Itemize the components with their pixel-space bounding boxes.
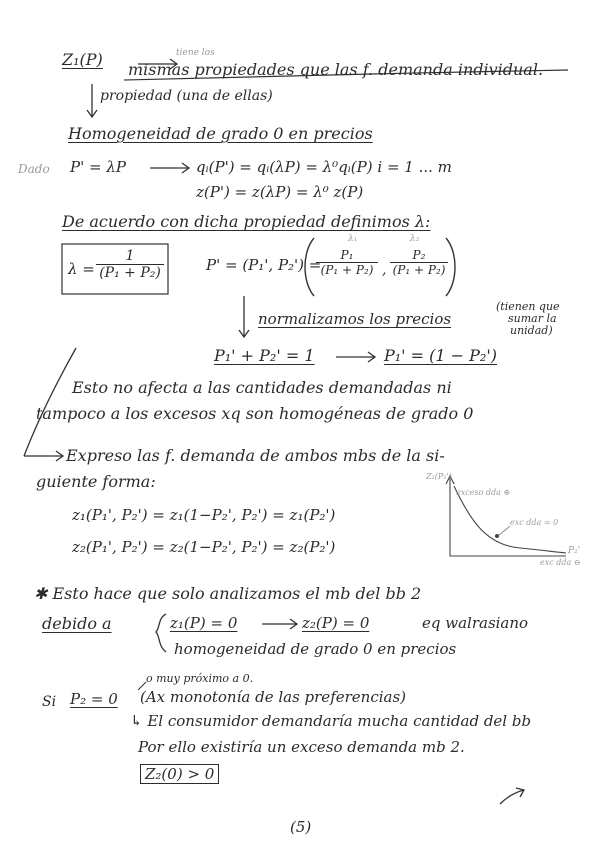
tiene-los-note: tiene los [176, 48, 215, 58]
p2-zero: P₂ = 0 [70, 690, 118, 708]
eq1-right: qᵢ(P') = qᵢ(λP) = λ⁰qᵢ(P) i = 1 ... m [196, 158, 452, 176]
consumidor-line: ↳ El consumidor demandaría mucha cantidad del bb [130, 712, 532, 730]
graph-x-label: P₂' [568, 546, 581, 556]
graph-y-label: Z₂(P₂') [426, 472, 452, 481]
expreso-line-2: guiente forma: [36, 472, 156, 491]
line-mismas-propiedades: mismas propiedades que las f. demanda individual. [128, 60, 544, 79]
faint-lambda2: λ₂ [410, 234, 420, 244]
lambda-fraction [96, 248, 164, 281]
graph-mid-label: exc dda = 0 [510, 518, 559, 527]
eq2: z(P') = z(λP) = λ⁰ z(P) [196, 183, 364, 201]
section-title: Homogeneidad de grado 0 en precios [68, 124, 373, 143]
p1-denominator: (P₁ + P₂) [320, 263, 374, 277]
esto-line-2: tampoco a los excesos xq son homogéneas de grado 0 [36, 404, 474, 423]
graph-top-label: exceso dda ⊕ [456, 488, 511, 497]
star-line: ✱ Esto hace que solo analizamos el mb del bb 2 [34, 584, 422, 603]
lambda-denominator: (P₁ + P₂) [99, 265, 161, 281]
lambda-numerator: 1 [96, 248, 164, 265]
debido-a: debido a [42, 614, 112, 633]
graph-bottom-label: exc dda ⊖ [540, 558, 581, 567]
sum-equation: P₁' + P₂' = 1 [214, 346, 315, 365]
brace-z2p: z₂(P) = 0 [302, 614, 370, 632]
tienen-note-3: unidad) [510, 324, 553, 337]
p1-fraction [316, 248, 378, 277]
eq1-left: P' = λP [70, 158, 126, 176]
dado-label: Dado [18, 162, 50, 176]
lambda-label: λ = [68, 260, 95, 278]
z2-result-box: Z₂(0) > 0 [140, 764, 219, 784]
propiedad-label: propiedad (una de ellas) [100, 88, 273, 104]
fraction-comma: , [382, 262, 387, 278]
si-label: Si [42, 694, 57, 710]
p1-numerator: P₁ [316, 248, 378, 263]
p2-fraction [390, 248, 448, 277]
muy-proximo: o muy próximo a 0. [146, 672, 254, 685]
esto-line-1: Esto no afecta a las cantidades demandadas ni [72, 378, 452, 397]
p2-denominator: (P₁ + P₂) [392, 263, 446, 277]
brace-eq-walras: eq walrasiano [422, 614, 529, 632]
normalizamos-line: normalizamos los precios [258, 310, 452, 328]
tienen-note-1: (tienen que [496, 300, 560, 313]
z1p-heading: Z₁(P) [62, 50, 103, 69]
tienen-note-2: sumar la [508, 312, 557, 325]
p1-result: P₁' = (1 − P₂') [384, 346, 497, 365]
z2-equation: z₂(P₁', P₂') = z₂(1−P₂', P₂') = z₂(P₂') [72, 538, 336, 556]
brace-homogeneidad: homogeneidad de grado 0 en precios [174, 640, 457, 658]
ax-monotonia: (Ax monotonía de las preferencias) [140, 688, 407, 706]
definimos-line: De acuerdo con dicha propiedad definimos λ: [62, 212, 431, 231]
page-number: (5) [290, 818, 312, 836]
por-ello-line: Por ello existiría un exceso demanda mb 2. [138, 738, 465, 756]
p2-numerator: P₂ [390, 248, 448, 263]
expreso-line-1: Expreso las f. demanda de ambos mbs de la si- [66, 446, 445, 465]
pprime-label: P' = (P₁', P₂') = [206, 256, 322, 274]
z1-equation: z₁(P₁', P₂') = z₁(1−P₂', P₂') = z₁(P₂') [72, 506, 336, 524]
faint-lambda1: λ₁ [348, 234, 358, 244]
brace-z1p: z₁(P) = 0 [170, 614, 238, 632]
